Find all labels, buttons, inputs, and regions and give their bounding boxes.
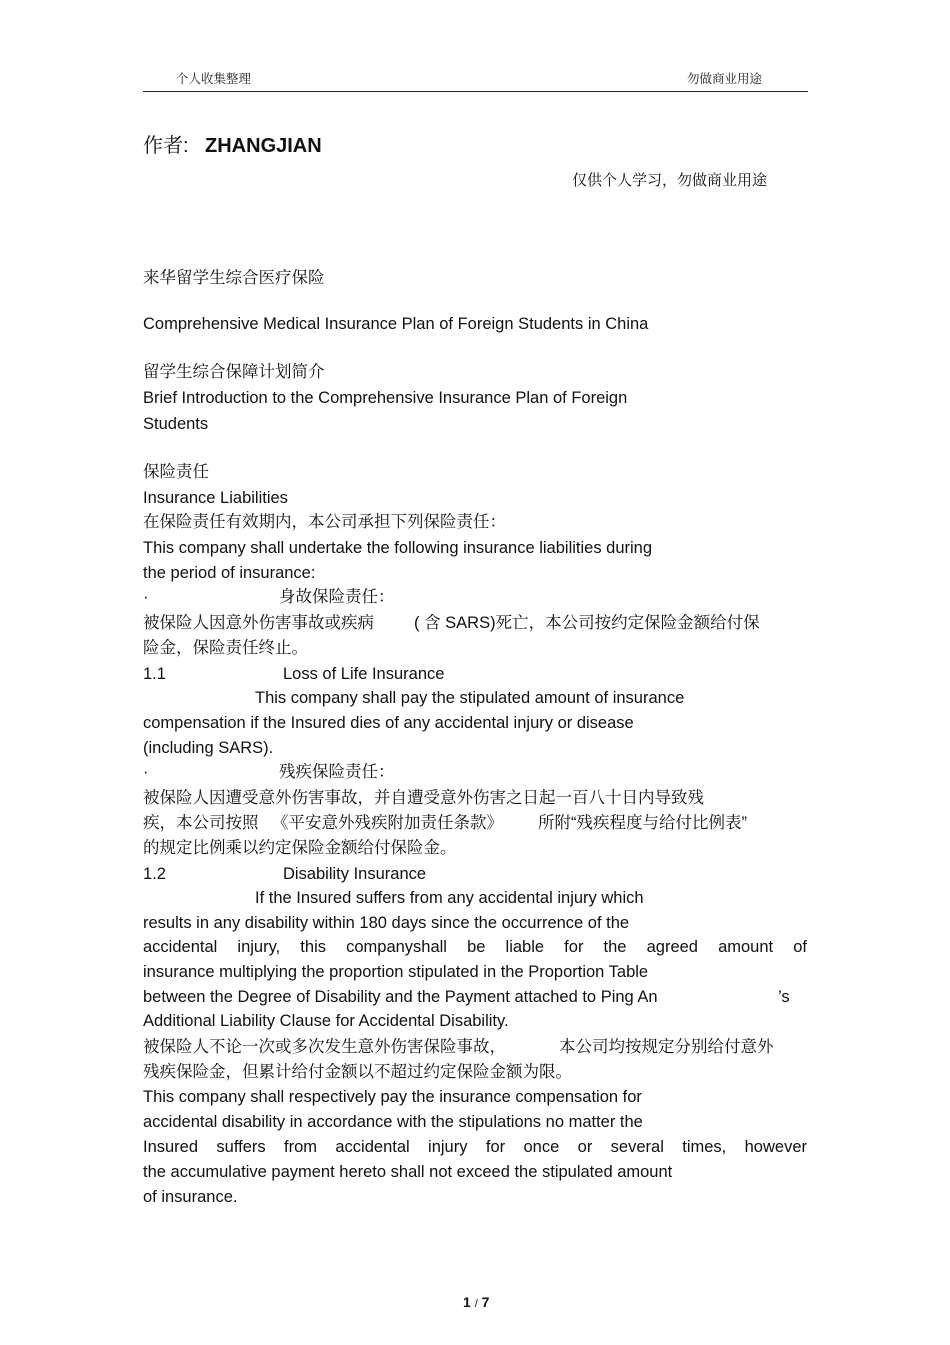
- section-1-1-line-2: compensation if the Insured dies of any accidental injury or disease: [143, 714, 634, 732]
- period-cn: 在保险责任有效期内，本公司承担下列保险责任：: [143, 513, 506, 531]
- liabilities-heading-cn: 保险责任: [143, 463, 209, 481]
- multi-en-line-4: the accumulative payment hereto shall not exceed the stipulated amount: [143, 1163, 673, 1181]
- multi-en-line-5: of insurance.: [143, 1188, 238, 1206]
- header-left-text: 个人收集整理: [176, 72, 252, 86]
- disability-cn-line-2a: 疾，本公司按照: [143, 814, 259, 832]
- page-number: [463, 1294, 489, 1310]
- section-1-2-line-1: If the Insured suffers from any accidental injury which: [255, 889, 644, 907]
- header-right-text: 勿做商业用途: [687, 72, 763, 86]
- section-1-2-line-2: results in any disability within 180 days since the occurrence of the: [143, 914, 630, 932]
- title-cn: 来华留学生综合医疗保险: [143, 269, 325, 287]
- author-line: [143, 129, 322, 158]
- section-1-2-line-5b: ’s: [778, 988, 790, 1006]
- multi-cn-line-2: 残疾保险金，但累计给付金额以不超过约定保险金额为限。: [143, 1063, 572, 1081]
- multi-en-line-3: Insured suffers from accidental injury for once or several times, however: [143, 1138, 807, 1156]
- bullet-mark-2: ·: [143, 763, 149, 781]
- disability-cn-line-1: 被保险人因遭受意外伤害事故，并自遭受意外伤害之日起一百八十日内导致残: [143, 789, 704, 807]
- section-1-2-line-6: Additional Liability Clause for Accidental Disability.: [143, 1012, 509, 1030]
- disability-cn-line-2b: 《平安意外残疾附加责任条款》: [272, 814, 503, 832]
- multi-cn-line-1a: 被保险人不论一次或多次发生意外伤害保险事故，: [143, 1038, 506, 1056]
- bullet-mark-1: ·: [143, 588, 149, 606]
- page-total: 7: [481, 1294, 490, 1310]
- page-separator: /: [474, 1298, 478, 1310]
- liabilities-heading-en: Insurance Liabilities: [143, 489, 288, 507]
- death-cn-line-2: 险金，保险责任终止。: [143, 639, 308, 657]
- section-1-1-title: Loss of Life Insurance: [283, 665, 445, 683]
- multi-en-line-1: This company shall respectively pay the insurance compensation for: [143, 1088, 642, 1106]
- section-1-2-title: Disability Insurance: [283, 865, 427, 883]
- section-1-2-number: 1.2: [143, 865, 166, 883]
- section-1-2-line-4: insurance multiplying the proportion stipulated in the Proportion Table: [143, 963, 649, 981]
- death-cn-line-1b: ( 含 SARS)死亡，本公司按约定保险金额给付保: [414, 614, 760, 632]
- page-current: 1: [463, 1294, 471, 1310]
- death-liability-heading: 身故保险责任：: [279, 588, 395, 606]
- section-1-1-number: 1.1: [143, 665, 166, 683]
- intro-en-line-2: Students: [143, 415, 209, 433]
- period-en-line-2: the period of insurance:: [143, 564, 316, 582]
- title-en: Comprehensive Medical Insurance Plan of Foreign Students in China: [143, 315, 649, 333]
- header-divider: [143, 91, 808, 92]
- death-cn-line-1a: 被保险人因意外伤害事故或疾病: [143, 614, 374, 632]
- section-1-2-line-3: accidental injury, this companyshall be liable for the agreed amount of: [143, 938, 807, 956]
- disability-cn-line-3: 的规定比例乘以约定保险金额给付保险金。: [143, 839, 457, 857]
- period-en-line-1: This company shall undertake the following insurance liabilities during: [143, 539, 653, 557]
- usage-notice: 仅供个人学习，勿做商业用途: [572, 172, 768, 189]
- intro-en-line-1: Brief Introduction to the Comprehensive Insurance Plan of Foreign: [143, 389, 628, 407]
- disability-liability-heading: 残疾保险责任：: [279, 763, 395, 781]
- section-1-2-line-5a: between the Degree of Disability and the Payment attached to Ping An: [143, 988, 658, 1006]
- multi-cn-line-1b: 本公司均按规定分别给付意外: [559, 1038, 774, 1056]
- section-1-1-line-3: (including SARS).: [143, 739, 274, 757]
- author-label: 作者:: [143, 135, 189, 157]
- multi-en-line-2: accidental disability in accordance with the stipulations no matter the: [143, 1113, 643, 1131]
- intro-cn: 留学生综合保障计划简介: [143, 363, 325, 381]
- section-1-1-line-1: This company shall pay the stipulated amount of insurance: [255, 689, 685, 707]
- disability-cn-line-2c: 所附“残疾程度与给付比例表”: [538, 814, 747, 832]
- author-name: ZHANGJIAN: [205, 135, 322, 157]
